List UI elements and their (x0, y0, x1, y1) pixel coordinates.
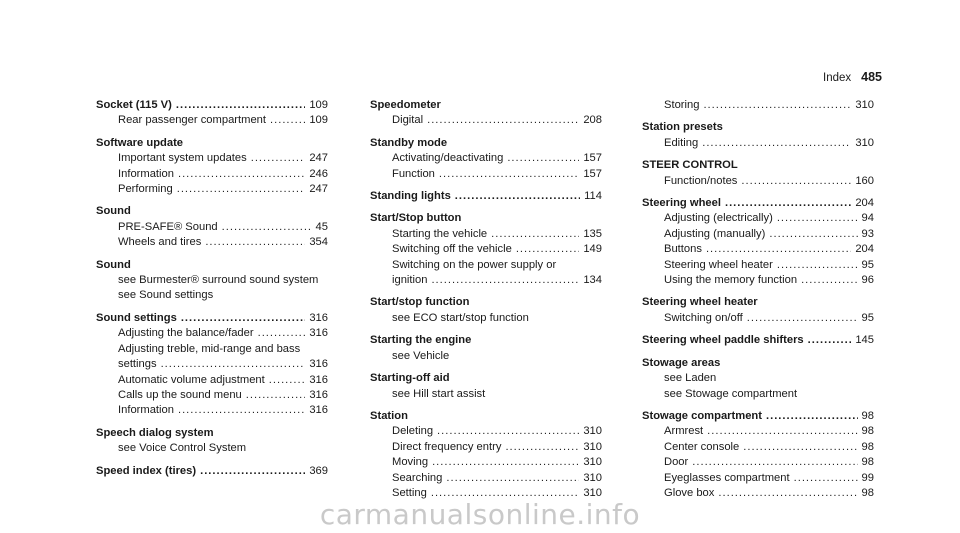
page-reference[interactable]: 316 (309, 373, 328, 386)
page-reference[interactable]: 316 (309, 388, 328, 401)
index-subentry-row (642, 440, 874, 455)
dot-leader (703, 98, 851, 113)
index-subentry-label: Adjusting treble, mid-range and bass (118, 342, 301, 355)
index-entry (96, 426, 328, 457)
index-subentry-label: Steering wheel heater (664, 258, 773, 271)
index-column-2 (370, 98, 602, 501)
dot-leader (200, 464, 305, 479)
index-subentry-label: Direct frequency entry (392, 440, 502, 453)
index-entry (370, 98, 602, 129)
page-reference[interactable]: 310 (855, 99, 874, 111)
index-subentry-row (642, 98, 874, 113)
index-subentry-row (642, 211, 874, 226)
index-heading-row (96, 98, 328, 113)
index-subentry-row (370, 273, 602, 288)
page-reference[interactable]: 354 (309, 236, 328, 249)
page-reference[interactable]: 134 (583, 274, 602, 287)
index-entry (370, 333, 602, 364)
index-subentry-row (96, 167, 328, 182)
index-heading-label: Starting-off aid (370, 372, 450, 385)
dot-leader (741, 174, 851, 189)
index-subentry-label: see ECO start/stop function (392, 311, 529, 324)
index-subentry-row (370, 167, 602, 182)
index-entry (642, 409, 874, 501)
dot-leader (431, 273, 579, 288)
page-reference[interactable]: 310 (583, 456, 602, 469)
page-reference[interactable]: 98 (861, 409, 874, 422)
dot-leader (777, 258, 858, 273)
index-subentry-label: Adjusting (electrically) (664, 212, 773, 225)
page-reference[interactable]: 98 (861, 456, 874, 469)
page-reference[interactable]: 95 (861, 311, 874, 324)
dot-leader (743, 440, 857, 455)
page-reference[interactable]: 247 (309, 183, 328, 196)
dot-leader (439, 167, 579, 182)
index-subentry-row (96, 273, 328, 288)
index-entry (642, 120, 874, 151)
index-heading-row (96, 136, 328, 151)
dot-leader (258, 326, 306, 341)
dot-leader (432, 455, 579, 470)
index-heading-label: Start/stop function (370, 296, 470, 309)
index-subentry-row (96, 357, 328, 372)
page-reference[interactable]: 204 (855, 243, 874, 256)
index-heading-row (370, 189, 602, 204)
index-subentry-label: Glove box (664, 486, 715, 499)
index-subentry-row (96, 220, 328, 235)
index-subentry-label: Buttons (664, 243, 702, 256)
index-entry (96, 98, 328, 129)
index-heading-label: Stowage compartment (642, 409, 762, 422)
dot-leader (769, 227, 857, 242)
index-subentry-label: Adjusting (manually) (664, 227, 766, 240)
dot-leader (808, 333, 852, 348)
dot-leader (766, 409, 858, 424)
index-heading-row (370, 409, 602, 424)
index-entry (370, 211, 602, 288)
index-subentry-label: Eyeglasses compartment (664, 471, 790, 484)
page-reference[interactable]: 157 (583, 167, 602, 180)
index-subentry-label: Center console (664, 440, 740, 453)
index-subentry-row (96, 342, 328, 357)
index-heading-row (370, 136, 602, 151)
dot-leader (794, 471, 858, 486)
index-subentry-row (96, 388, 328, 403)
index-subentry-label: Adjusting the balance/fader (118, 327, 254, 340)
dot-leader (505, 440, 579, 455)
index-subentry-label: Important system updates (118, 152, 247, 165)
index-subentry-row (96, 441, 328, 456)
index-heading-row (642, 120, 874, 135)
index-heading-row (642, 295, 874, 310)
page-reference[interactable]: 310 (583, 471, 602, 484)
dot-leader (702, 136, 851, 151)
dot-leader (161, 357, 306, 372)
dot-leader (446, 471, 579, 486)
index-subentry-label: Setting (392, 486, 427, 499)
index-heading-label: Speedometer (370, 99, 441, 111)
index-entry (96, 258, 328, 304)
dot-leader (246, 388, 306, 403)
dot-leader (178, 403, 305, 418)
dot-leader (777, 211, 858, 226)
index-subentry-row (96, 373, 328, 388)
index-heading-label: Socket (115 V) (96, 99, 172, 111)
index-heading-label: Steering wheel paddle shifters (642, 334, 804, 347)
index-entry (642, 333, 874, 348)
index-entry (370, 371, 602, 402)
index-heading-label: Steering wheel heater (642, 296, 758, 309)
index-heading-label: Software update (96, 136, 184, 149)
index-subentry-label: PRE-SAFE® Sound (118, 220, 218, 233)
index-subentry-row (96, 235, 328, 250)
index-entry (642, 158, 874, 189)
index-heading-row (642, 356, 874, 371)
page-reference[interactable]: 160 (855, 174, 874, 187)
index-subentry-row (370, 455, 602, 470)
index-subentry-label: Armrest (664, 425, 704, 438)
index-heading-row (642, 333, 874, 348)
dot-leader (181, 311, 306, 326)
index-heading-row (96, 311, 328, 326)
index-subentry-label: Door (664, 456, 689, 469)
page-reference[interactable]: 93 (861, 227, 874, 240)
index-subentry-label: Wheels and tires (118, 236, 202, 249)
index-subentry-label: Automatic volume adjustment (118, 373, 265, 386)
index-entry (642, 196, 874, 288)
index-subentry-label: Starting the vehicle (392, 227, 488, 240)
index-subentry-row (370, 258, 602, 273)
index-subentry-row (642, 258, 874, 273)
dot-leader (176, 98, 305, 113)
index-heading-label: Steering wheel (642, 197, 721, 210)
dot-leader (707, 424, 857, 439)
index-heading-label: Starting the engine (370, 334, 472, 347)
index-subentry-row (96, 151, 328, 166)
index-subentry-label: Information (118, 167, 174, 180)
page-reference[interactable]: 149 (583, 243, 602, 256)
index-heading-row (642, 196, 874, 211)
index-subentry-row (642, 311, 874, 326)
page-reference[interactable]: 98 (861, 440, 874, 453)
index-heading-row (642, 409, 874, 424)
page-reference[interactable]: 208 (583, 114, 602, 127)
index-heading-row (370, 371, 602, 386)
page-reference[interactable]: 95 (861, 258, 874, 271)
dot-leader (516, 242, 580, 257)
index-heading-row (370, 98, 602, 113)
watermark: carmanualsonline.info (319, 498, 641, 531)
index-heading-label: Standby mode (370, 136, 448, 149)
page-reference[interactable]: 316 (309, 311, 328, 324)
index-subentry-label: see Laden (664, 372, 717, 385)
index-subentry-row (370, 440, 602, 455)
index-subentry-row (370, 349, 602, 364)
index-subentry-label: Searching (392, 471, 443, 484)
index-heading-row (96, 204, 328, 219)
index-subentry-row (642, 242, 874, 257)
index-heading-row (370, 295, 602, 310)
page-reference[interactable]: 369 (309, 464, 328, 477)
dot-leader (437, 424, 579, 439)
index-entry (370, 136, 602, 182)
page-reference[interactable]: 204 (855, 197, 874, 210)
dot-leader (455, 189, 580, 204)
page-reference[interactable]: 310 (583, 486, 602, 499)
index-entry (96, 204, 328, 250)
page-reference[interactable]: 45 (315, 220, 328, 233)
dot-leader (205, 235, 305, 250)
dot-leader (692, 455, 857, 470)
page-reference[interactable]: 145 (855, 334, 874, 347)
index-subentry-label: see Burmester® surround sound system (118, 274, 319, 287)
index-heading-label: Station (370, 409, 408, 422)
index-entry (96, 136, 328, 198)
index-heading-label: Stowage areas (642, 356, 721, 369)
index-subentry-label: ignition (392, 274, 428, 287)
index-subentry-label: Performing (118, 183, 173, 196)
index-subentry-row (642, 136, 874, 151)
index-subentry-row (642, 273, 874, 288)
section-title: Index (823, 72, 852, 84)
index-subentry-row (642, 471, 874, 486)
page-reference[interactable]: 310 (583, 440, 602, 453)
page-reference[interactable]: 109 (309, 114, 328, 127)
page-header (823, 70, 882, 84)
page-reference[interactable]: 94 (861, 212, 874, 225)
index-subentry-label: Deleting (392, 425, 434, 438)
dot-leader (222, 220, 312, 235)
index-subentry-label: Function (392, 167, 435, 180)
page-reference[interactable]: 316 (309, 327, 328, 340)
index-heading-row (370, 333, 602, 348)
index-subentry-label: see Sound settings (118, 289, 214, 302)
index-subentry-row (370, 242, 602, 257)
index-subentry-row (370, 424, 602, 439)
dot-leader (801, 273, 857, 288)
index-subentry-row (96, 182, 328, 197)
page-reference[interactable]: 310 (583, 425, 602, 438)
index-entry (642, 98, 874, 113)
index-column-3 (642, 98, 874, 501)
index-entry (96, 311, 328, 419)
index-subentry-label: see Hill start assist (392, 387, 486, 400)
page-reference[interactable]: 246 (309, 167, 328, 180)
page-number: 485 (861, 70, 882, 84)
index-column-1 (96, 98, 328, 479)
index-heading-label: Speed index (tires) (96, 464, 197, 477)
index-subentry-label: Rear passenger compartment (118, 114, 266, 127)
index-subentry-label: see Vehicle (392, 349, 450, 362)
dot-leader (269, 373, 306, 388)
index-heading-row (96, 426, 328, 441)
index-entry (370, 189, 602, 204)
dot-leader (178, 167, 305, 182)
index-entry (642, 356, 874, 402)
index-subentry-label: settings (118, 358, 157, 371)
index-heading-label: Start/Stop button (370, 212, 462, 225)
index-subentry-row (642, 455, 874, 470)
page-reference[interactable]: 316 (309, 404, 328, 417)
index-entry (642, 295, 874, 326)
index-heading-label: Standing lights (370, 190, 451, 203)
dot-leader (507, 151, 579, 166)
dot-leader (747, 311, 858, 326)
index-subentry-label: Storing (664, 99, 700, 111)
index-subentry-row (96, 113, 328, 128)
index-entry (370, 409, 602, 501)
index-subentry-row (370, 311, 602, 326)
index-heading-label: Station presets (642, 121, 723, 134)
index-heading-row (96, 258, 328, 273)
index-subentry-label: Switching on the power supply or (392, 258, 557, 271)
dot-leader (177, 182, 306, 197)
page-reference[interactable]: 99 (861, 471, 874, 484)
index-heading-label: STEER CONTROL (642, 159, 738, 172)
page-reference[interactable]: 316 (309, 358, 328, 371)
index-subentry-label: Moving (392, 456, 429, 469)
page-reference[interactable]: 135 (583, 227, 602, 240)
page-reference[interactable]: 109 (309, 99, 328, 111)
page-reference[interactable]: 114 (584, 190, 602, 203)
dot-leader (706, 242, 851, 257)
index-subentry-label: Switching off the vehicle (392, 243, 512, 256)
index-heading-row (96, 464, 328, 479)
index-heading-label: Speech dialog system (96, 426, 214, 439)
index-entry (370, 295, 602, 326)
page-reference[interactable]: 157 (583, 152, 602, 165)
page-reference[interactable]: 96 (861, 274, 874, 287)
index-heading-label: Sound settings (96, 311, 177, 324)
index-subentry-label: Editing (664, 136, 699, 149)
index-subentry-label: Function/notes (664, 174, 738, 187)
index-subentry-label: Using the memory function (664, 274, 798, 287)
index-heading-row (370, 211, 602, 226)
index-subentry-label: Switching on/off (664, 311, 743, 324)
dot-leader (491, 227, 579, 242)
dot-leader (270, 113, 305, 128)
index-subentry-row (96, 288, 328, 303)
index-subentry-row (642, 424, 874, 439)
page-reference[interactable]: 247 (309, 152, 328, 165)
index-subentry-row (96, 403, 328, 418)
page-reference[interactable]: 98 (861, 425, 874, 438)
dot-leader (725, 196, 851, 211)
index-heading-label: Sound (96, 258, 131, 271)
index-subentry-label: Digital (392, 114, 424, 127)
index-subentry-row (370, 113, 602, 128)
index-subentry-row (370, 387, 602, 402)
index-subentry-label: Activating/deactivating (392, 152, 504, 165)
index-subentry-row (642, 227, 874, 242)
dot-leader (427, 113, 579, 128)
index-subentry-row (642, 387, 874, 402)
index-subentry-row (642, 174, 874, 189)
index-subentry-label: Calls up the sound menu (118, 388, 242, 401)
index-subentry-row (370, 471, 602, 486)
index-entry (96, 464, 328, 479)
index-subentry-label: see Voice Control System (118, 442, 247, 455)
index-heading-label: Sound (96, 205, 131, 218)
index-subentry-label: Information (118, 404, 174, 417)
index-subentry-row (370, 227, 602, 242)
dot-leader (251, 151, 306, 166)
page-reference[interactable]: 310 (855, 136, 874, 149)
index-heading-row (642, 158, 874, 173)
index-subentry-row (642, 371, 874, 386)
page-reference[interactable]: 98 (861, 486, 874, 499)
index-subentry-row (370, 151, 602, 166)
index-subentry-row (96, 326, 328, 341)
index-subentry-label: see Stowage compartment (664, 387, 798, 400)
